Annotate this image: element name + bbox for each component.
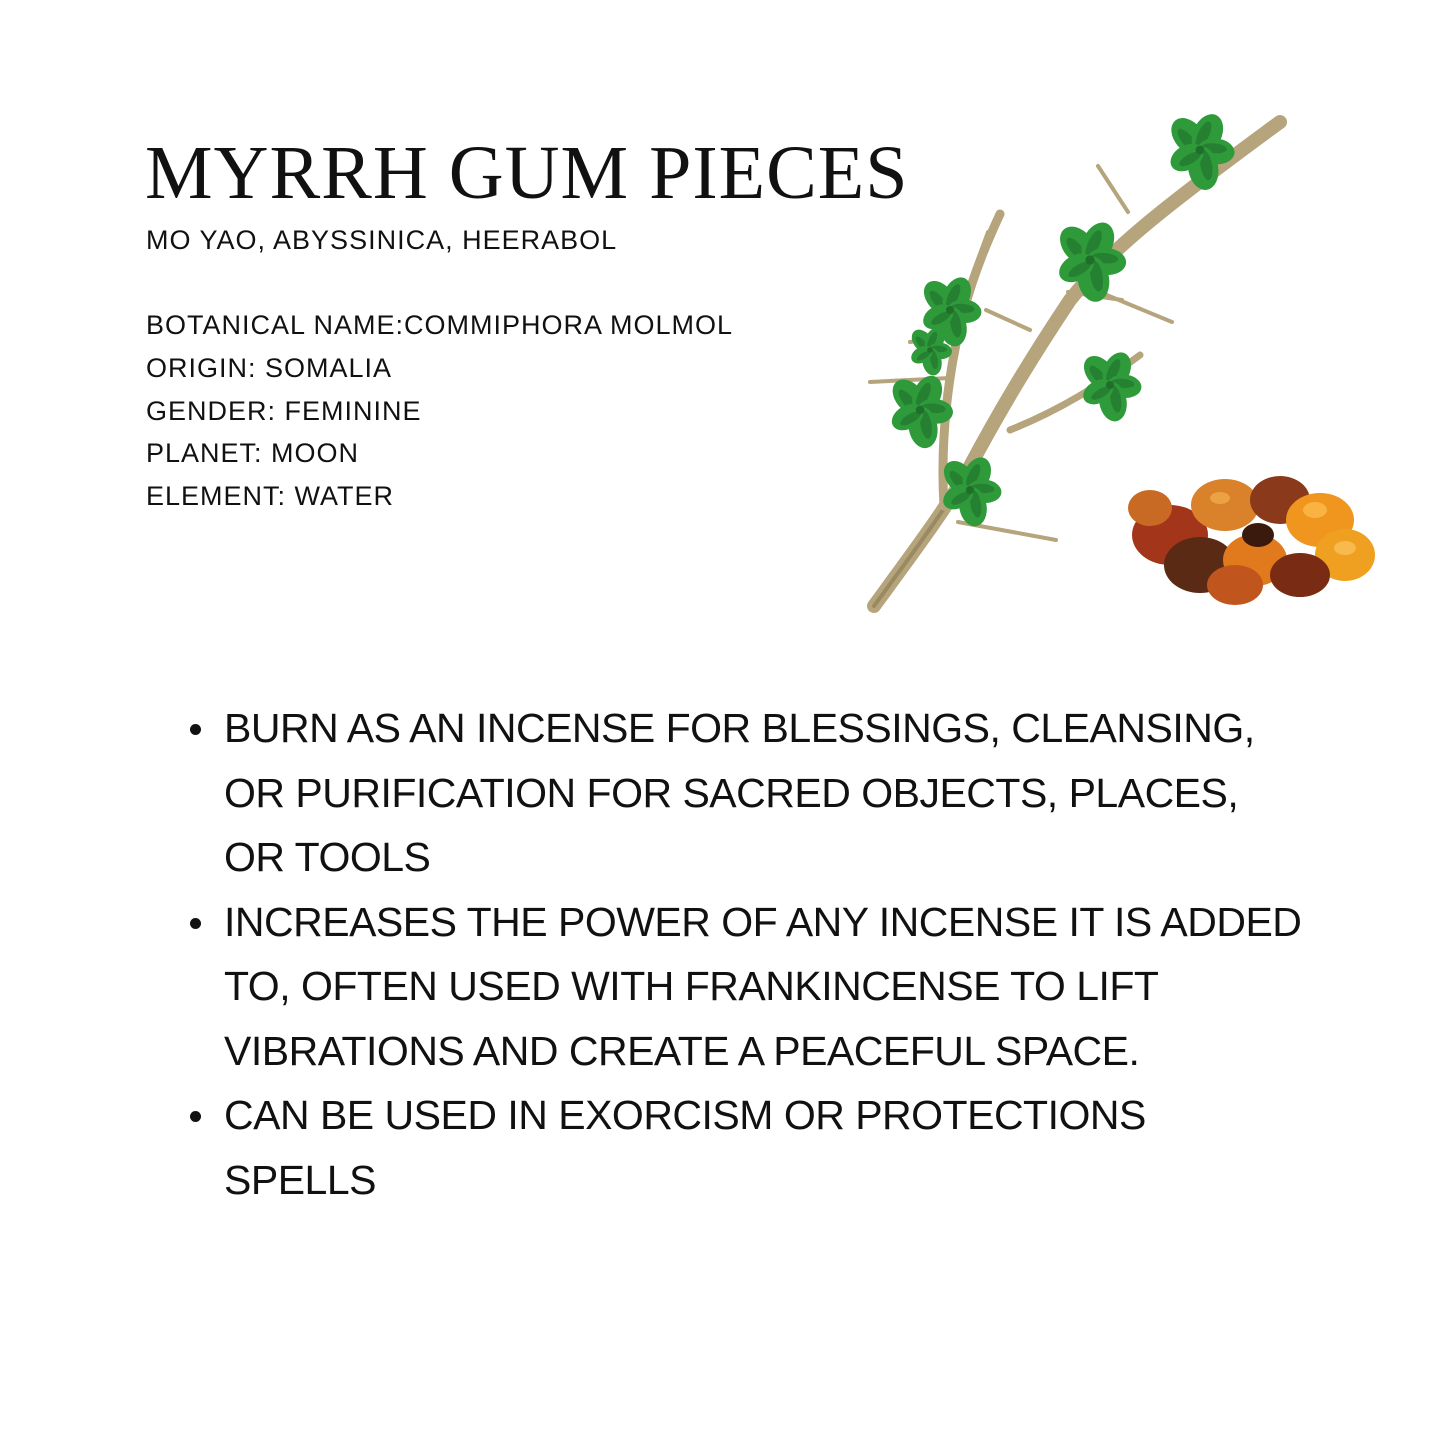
use-item: BURN AS AN INCENSE FOR BLESSINGS, CLEANSING, OR PURIFICATION FOR SACRED OBJECTS, PLACES, OR TOOLS [186, 696, 1306, 890]
resin-pile-icon [1128, 476, 1375, 605]
uses-list [186, 696, 1306, 1212]
facts-list [146, 304, 733, 518]
use-item: INCREASES THE POWER OF ANY INCENSE IT IS ADDED TO, OFTEN USED WITH FRANKINCENSE TO LIFT VIBRATIONS AND CREATE A PEACEFUL SPACE. [186, 890, 1306, 1084]
fact-planet: PLANET: MOON [146, 438, 360, 469]
use-item: CAN BE USED IN EXORCISM OR PROTECTIONS SPELLS [186, 1083, 1306, 1212]
fact-origin: ORIGIN: SOMALIA [146, 352, 393, 383]
fact-gender: GENDER: FEMININE [146, 395, 422, 426]
myrrh-illustration [860, 110, 1400, 630]
fact-botanical-name: BOTANICAL NAME:COMMIPHORA MOLMOL [146, 310, 734, 340]
page-title: MYRRH GUM PIECES [145, 131, 909, 215]
fact-element: ELEMENT: WATER [146, 481, 395, 511]
common-names: MO YAO, ABYSSINICA, HEERABOL [146, 225, 618, 255]
